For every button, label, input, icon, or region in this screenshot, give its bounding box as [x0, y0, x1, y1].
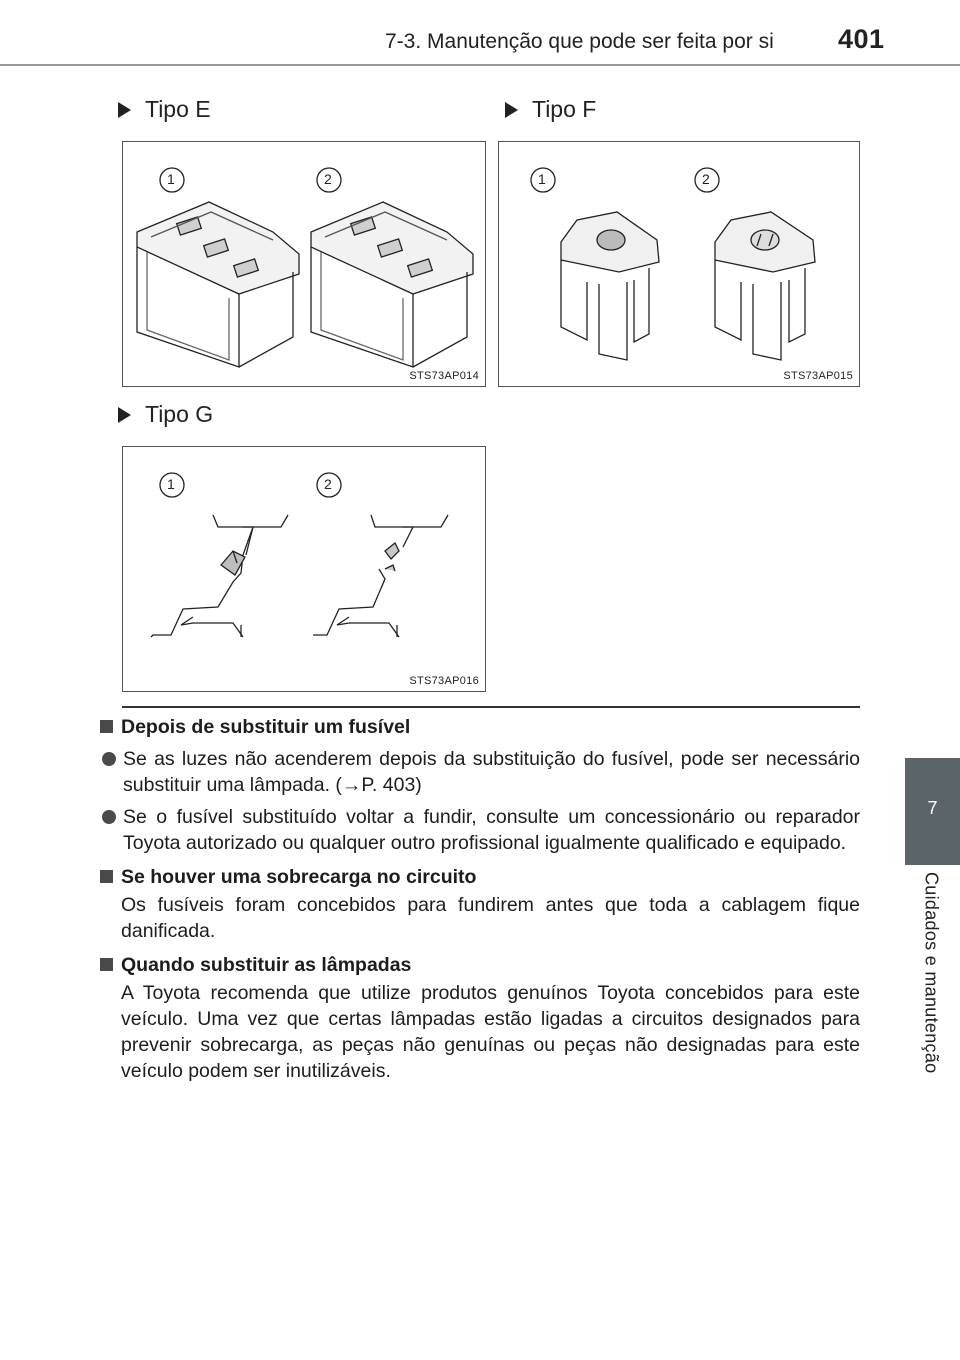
text-content [100, 714, 860, 1084]
figure-caption-text: Tipo E [145, 96, 211, 122]
figure-fuse-type-f [498, 141, 860, 387]
list-item [100, 804, 860, 856]
circle-bullet-icon [102, 752, 116, 766]
figure-code: STS73AP016 [409, 675, 479, 687]
list-item-text: Se o fusível substituído voltar a fundir, consulte um concessionário ou reparador Toyota autorizado ou qualquer outro profissional igualmente qualificado e equipado. [123, 806, 860, 854]
figure-fuse-type-g [122, 446, 486, 692]
callout-1: 1 [167, 171, 176, 187]
figure-fuse-type-e [122, 141, 486, 387]
square-bullet-icon [100, 958, 113, 971]
chapter-title-vertical [902, 872, 960, 1104]
section-divider [122, 706, 860, 708]
circle-bullet-icon [102, 810, 116, 824]
section-heading-text: Se houver uma sobrecarga no circuito [121, 866, 477, 888]
callout-1: 1 [538, 171, 547, 187]
section-heading-text: Depois de substituir um fusível [121, 716, 411, 738]
list-item-text: Se as luzes não acenderem depois da substituição do fusível, pode ser necessário substituir uma lâmpada. (→P. 403) [123, 748, 860, 796]
chapter-tab [905, 758, 960, 865]
figure-caption-text: Tipo G [145, 401, 214, 427]
triangle-bullet-icon [505, 102, 518, 118]
section-heading [100, 952, 860, 978]
figure-caption-type-e [118, 96, 211, 123]
figure-code: STS73AP014 [409, 370, 479, 382]
callout-2: 2 [702, 171, 711, 187]
square-bullet-icon [100, 720, 113, 733]
chapter-title: Cuidados e manutenção [921, 872, 942, 1074]
callout-2: 2 [324, 171, 333, 187]
section-heading [100, 714, 860, 740]
callout-1: 1 [167, 476, 176, 492]
figure-caption-text: Tipo F [532, 96, 597, 122]
callout-2: 2 [324, 476, 333, 492]
header-divider [0, 64, 960, 66]
figure-caption-type-f [505, 96, 596, 123]
figure-code: STS73AP015 [783, 370, 853, 382]
section-title: 7-3. Manutenção que pode ser feita por si [385, 30, 774, 53]
section-heading-text: Quando substituir as lâmpadas [121, 954, 412, 976]
chapter-number: 7 [927, 798, 938, 818]
fuse-type-f-illustration [499, 142, 861, 388]
section-heading [100, 864, 860, 890]
page-number: 401 [838, 24, 885, 54]
list-item [100, 746, 860, 798]
triangle-bullet-icon [118, 102, 131, 118]
square-bullet-icon [100, 870, 113, 883]
fuse-type-e-illustration [123, 142, 487, 388]
section-body: Os fusíveis foram concebidos para fundirem antes que toda a cablagem fique danificada. [121, 894, 860, 942]
triangle-bullet-icon [118, 407, 131, 423]
section-body: A Toyota recomenda que utilize produtos genuínos Toyota concebidos para este veículo. Uma vez que certas lâmpadas estão ligadas a circuitos designados para prevenir sobrecarga, as peças não genuínas ou peças não designadas para este veículo podem ser inutilizáveis. [121, 982, 860, 1082]
fuse-type-g-illustration [123, 447, 487, 693]
figure-caption-type-g [118, 401, 213, 428]
